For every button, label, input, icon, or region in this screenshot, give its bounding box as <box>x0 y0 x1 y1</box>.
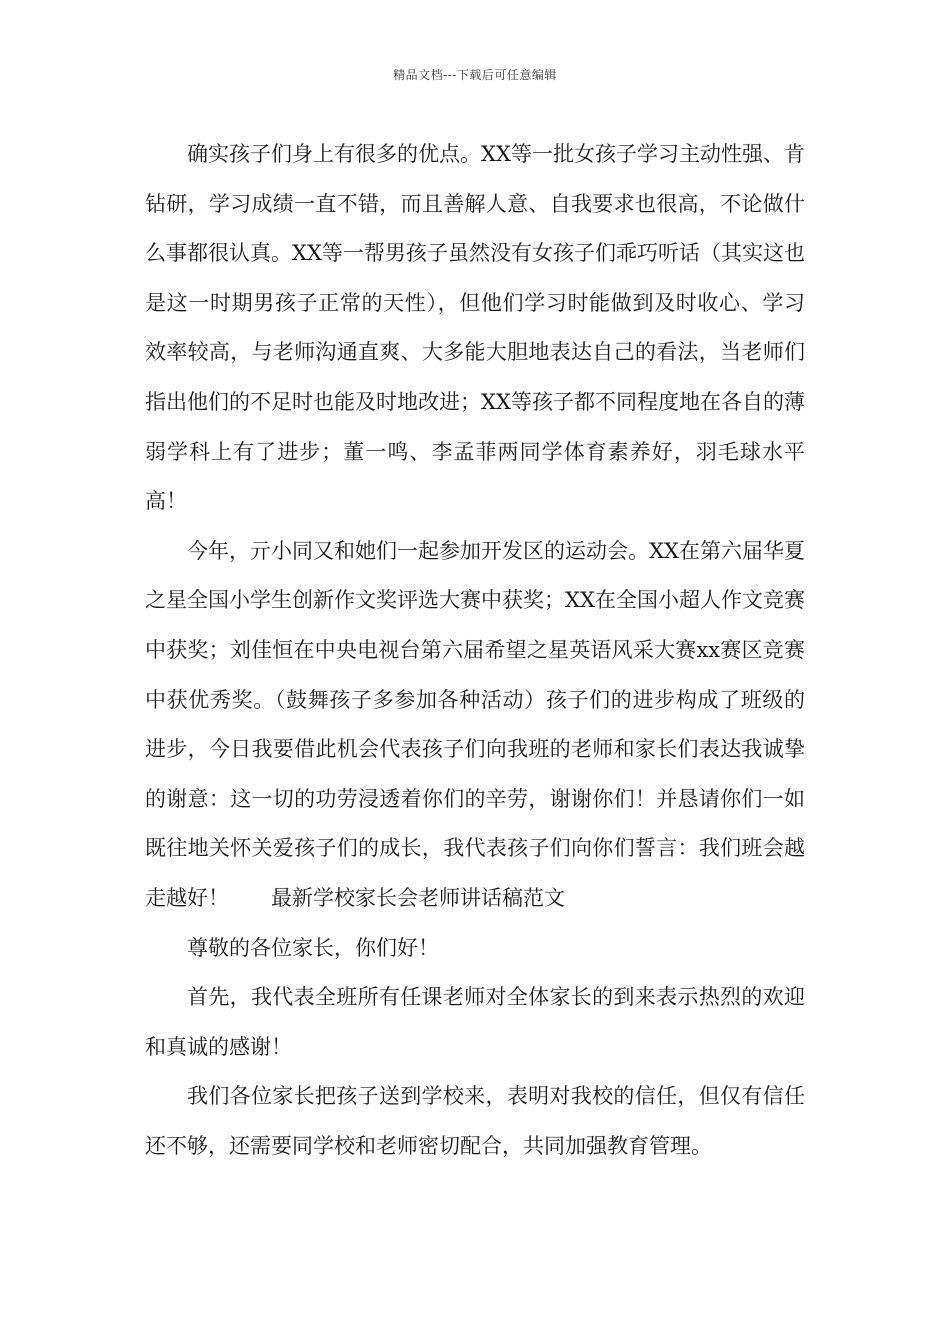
page-header: 精品文档---下载后可任意编辑 <box>393 68 557 82</box>
document-body <box>145 130 805 1171</box>
paragraph-3: 尊敬的各位家长，你们好！ <box>187 935 439 960</box>
paragraph-5: 我们各位家长把孩子送到学校来，表明对我校的信任，但仅有信任还不够，还需要同学校和老师密切配合，共同加强教育管理。 <box>145 1084 805 1158</box>
paragraph-1: 确实孩子们身上有很多的优点。XX等一批女孩子学习主动性强、肯钻研，学习成绩一直不错，而且善解人意、自我要求也很高，不论做什么事都很认真。XX等一帮男孩子虽然没有女孩子们乖巧听话（其实这也是这一时期男孩子正常的天性），但他们学习时能做到及时收心、学习效率较高，与老师沟通直爽、大多能大胆地表达自己的看法，当老师们指出他们的不足时也能及时地改进；XX等孩子都不同程度地在各自的薄弱学科上有了进步；董一鸣、李孟菲两同学体育素养好，羽毛球水平高！ <box>145 142 805 514</box>
paragraph-2: 今年，亓小同又和她们一起参加开发区的运动会。XX在第六届华夏之星全国小学生创新作文奖评选大赛中获奖；XX在全国小超人作文竞赛中获奖；刘佳恒在中央电视台第六届希望之星英语风采大赛xx赛区竞赛中获优秀奖。（鼓舞孩子多参加各种活动）孩子们的进步构成了班级的进步，今日我要借此机会代表孩子们向我班的老师和家长们表达我诚挚的谢意：这一切的功劳浸透着你们的辛劳，谢谢你们！并恳请你们一如既往地关怀关爱孩子们的成长，我代表孩子们向你们誓言：我们班会越走越好！ 最新学校家长会老师讲话稿范文 <box>145 538 805 910</box>
paragraph-4: 首先，我代表全班所有任课老师对全体家长的到来表示热烈的欢迎和真诚的感谢！ <box>145 985 805 1059</box>
